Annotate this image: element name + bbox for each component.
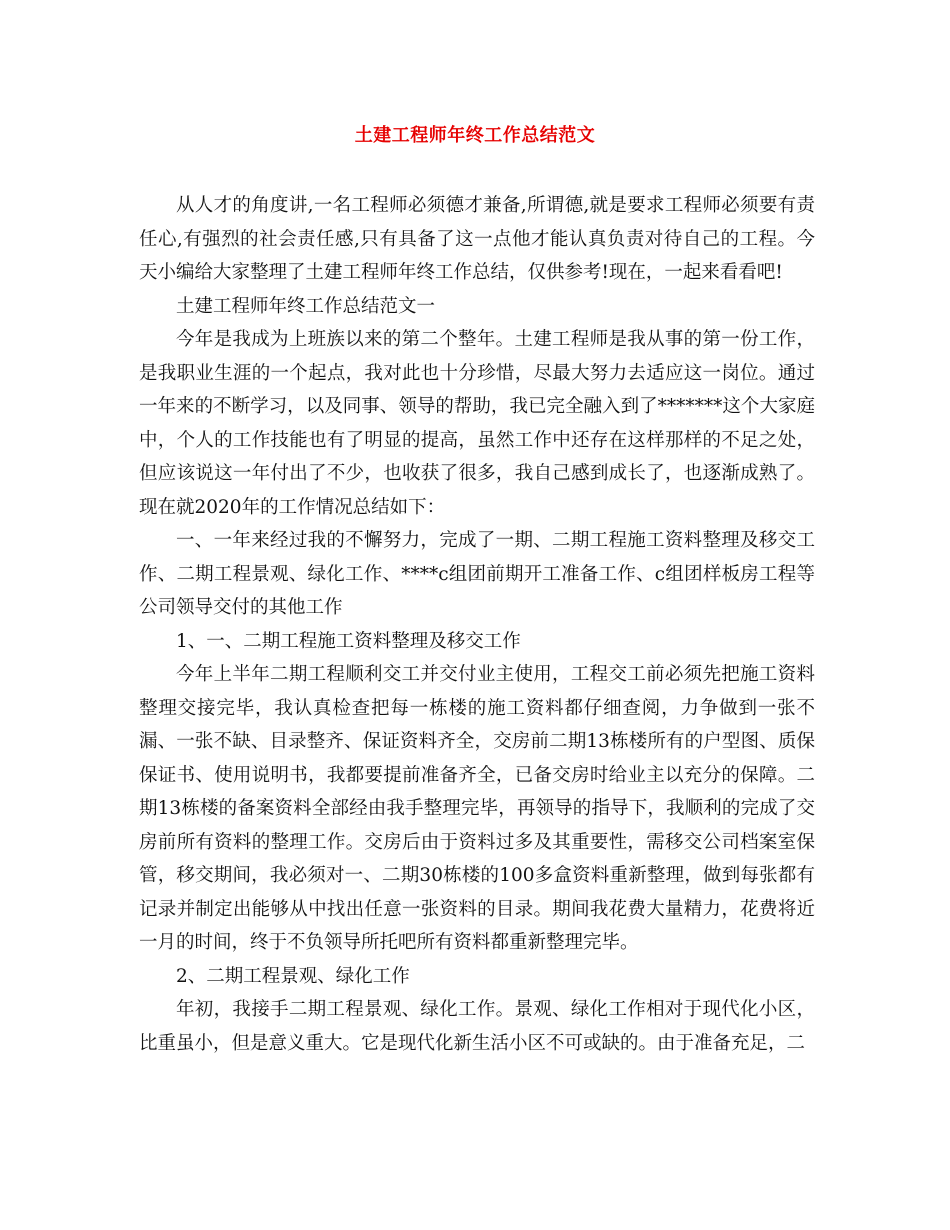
document-title: 土建工程师年终工作总结范文 — [354, 125, 596, 146]
section-heading: 土建工程师年终工作总结范文一 — [176, 295, 436, 317]
subsection-heading: 2、二期工程景观、绿化工作 — [176, 965, 410, 987]
paragraph: 一、一年来经过我的不懈努力，完成了一期、二期工程施工资料整理及移交工作、二期工程景观、绿化工作、****c组团前期开工准备工作、c组团样板房工程等公司领导交付的其他工作 — [139, 530, 815, 618]
document-body — [139, 189, 815, 1060]
paragraph: 今年是我成为上班族以来的第二个整年。土建工程师是我从事的第一份工作，是我职业生涯的一个起点，我对此也十分珍惜，尽最大努力去适应这一岗位。通过一年来的不断学习，以及同事、领导的帮助，我已完全融入到了*******这个大家庭中，个人的工作技能也有了明显的提高，虽然工作中还存在这样那样的不足之处，但应该说这一年付出了不少，也收获了很多，我自己感到成长了，也逐渐成熟了。现在就2020年的工作情况总结如下： — [139, 329, 815, 518]
paragraph: 年初，我接手二期工程景观、绿化工作。景观、绿化工作相对于现代化小区，比重虽小，但是意义重大。它是现代化新生活小区不可或缺的。由于准备充足，二 — [139, 999, 815, 1054]
paragraph: 今年上半年二期工程顺利交工并交付业主使用，工程交工前必须先把施工资料整理交接完毕，我认真检查把每一栋楼的施工资料都仔细查阅，力争做到一张不漏、一张不缺、目录整齐、保证资料齐全，交房前二期13栋楼所有的户型图、质保保证书、使用说明书，我都要提前准备齐全，已备交房时给业主以充分的保障。二期13栋楼的备案资料全部经由我手整理完毕，再领导的指导下，我顺利的完成了交房前所有资料的整理工作。交房后由于资料过多及其重要性，需移交公司档案室保管，移交期间，我必须对一、二期30栋楼的100多盒资料重新整理，做到每张都有记录并制定出能够从中找出任意一张资料的目录。期间我花费大量精力，花费将近一月的时间，终于不负领导所托吧所有资料都重新整理完毕。 — [139, 664, 815, 953]
paragraph-intro: 从人才的角度讲,一名工程师必须德才兼备,所谓德,就是要求工程师必须要有责任心,有强烈的社会责任感,只有具备了这一点他才能认真负责对待自己的工程。今天小编给大家整理了土建工程师年终工作总结，仅供参考!现在，一起来看看吧! — [139, 195, 815, 283]
subsection-heading: 1、一、二期工程施工资料整理及移交工作 — [176, 630, 521, 652]
